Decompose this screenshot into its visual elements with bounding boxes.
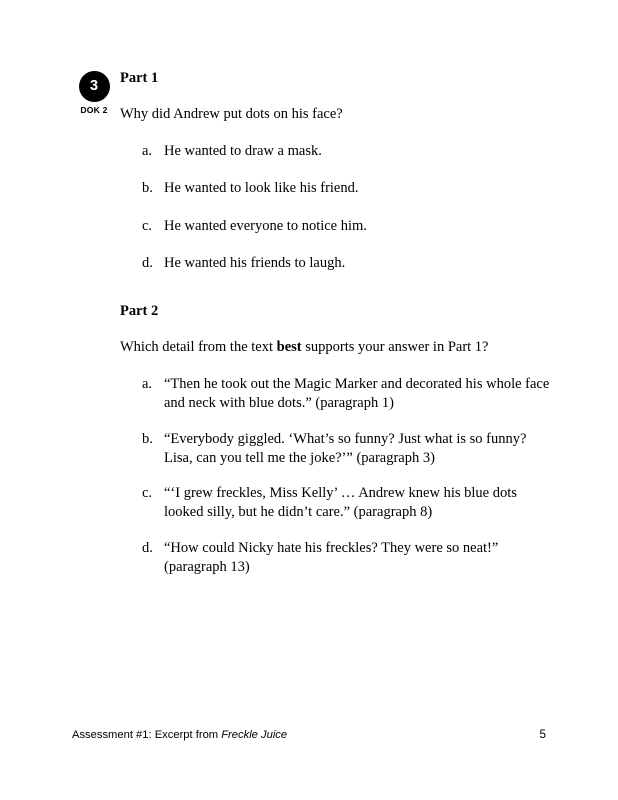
option-letter: b.: [142, 180, 153, 197]
option-text: He wanted everyone to notice him.: [164, 217, 367, 234]
dok-level-label: DOK 2: [80, 105, 108, 115]
option-letter: a.: [142, 376, 153, 393]
option-letter: c.: [142, 485, 153, 502]
option-text: “Then he took out the Magic Marker and decorated his whole face and neck with blue dots.” (paragraph 1): [164, 376, 550, 412]
option-text: He wanted to draw a mask.: [164, 142, 322, 159]
option-letter: d.: [142, 254, 153, 271]
option-item[interactable]: [120, 217, 550, 236]
option-item[interactable]: [120, 430, 550, 469]
option-letter: d.: [142, 539, 153, 556]
part2-stem-after: supports your answer in Part 1?: [301, 339, 489, 356]
question-content: [120, 70, 550, 593]
page-footer: [72, 728, 546, 741]
question-badge: [72, 71, 116, 115]
part2-options: [120, 375, 550, 577]
option-item[interactable]: [120, 142, 550, 161]
part1-stem: Why did Andrew put dots on his face?: [120, 106, 343, 123]
option-letter: b.: [142, 430, 153, 447]
page-number: 5: [539, 728, 546, 741]
part2-heading: Part 2: [120, 303, 159, 320]
option-letter: c.: [142, 217, 153, 234]
option-item[interactable]: [120, 254, 550, 273]
option-item[interactable]: [120, 375, 550, 414]
question-number: 3: [89, 78, 99, 95]
option-letter: a.: [142, 142, 153, 159]
part2-stem-emphasis: best: [276, 339, 302, 356]
question-number-circle: [79, 71, 110, 102]
part1-heading: Part 1: [120, 70, 159, 86]
option-text: He wanted to look like his friend.: [164, 180, 359, 197]
option-text: “Everybody giggled. ‘What’s so funny? Just what is so funny? Lisa, can you tell me the joke?’” (paragraph 3): [164, 430, 527, 466]
part2-stem: [120, 338, 550, 358]
footer-title-italic: Freckle Juice: [221, 729, 288, 741]
footer-title: [72, 729, 287, 741]
part1-options: [120, 142, 550, 273]
part2-stem-before: Which detail from the text: [120, 339, 277, 356]
option-item[interactable]: [120, 484, 550, 523]
option-text: He wanted his friends to laugh.: [164, 254, 346, 271]
option-text: “How could Nicky hate his freckles? They were so neat!” (paragraph 13): [164, 539, 499, 575]
option-item[interactable]: [120, 539, 550, 578]
footer-title-before: Assessment #1: Excerpt from: [72, 729, 222, 741]
option-text: “‘I grew freckles, Miss Kelly’ … Andrew knew his blue dots looked silly, but he didn’t care.” (paragraph 8): [164, 485, 517, 521]
option-item[interactable]: [120, 179, 550, 198]
